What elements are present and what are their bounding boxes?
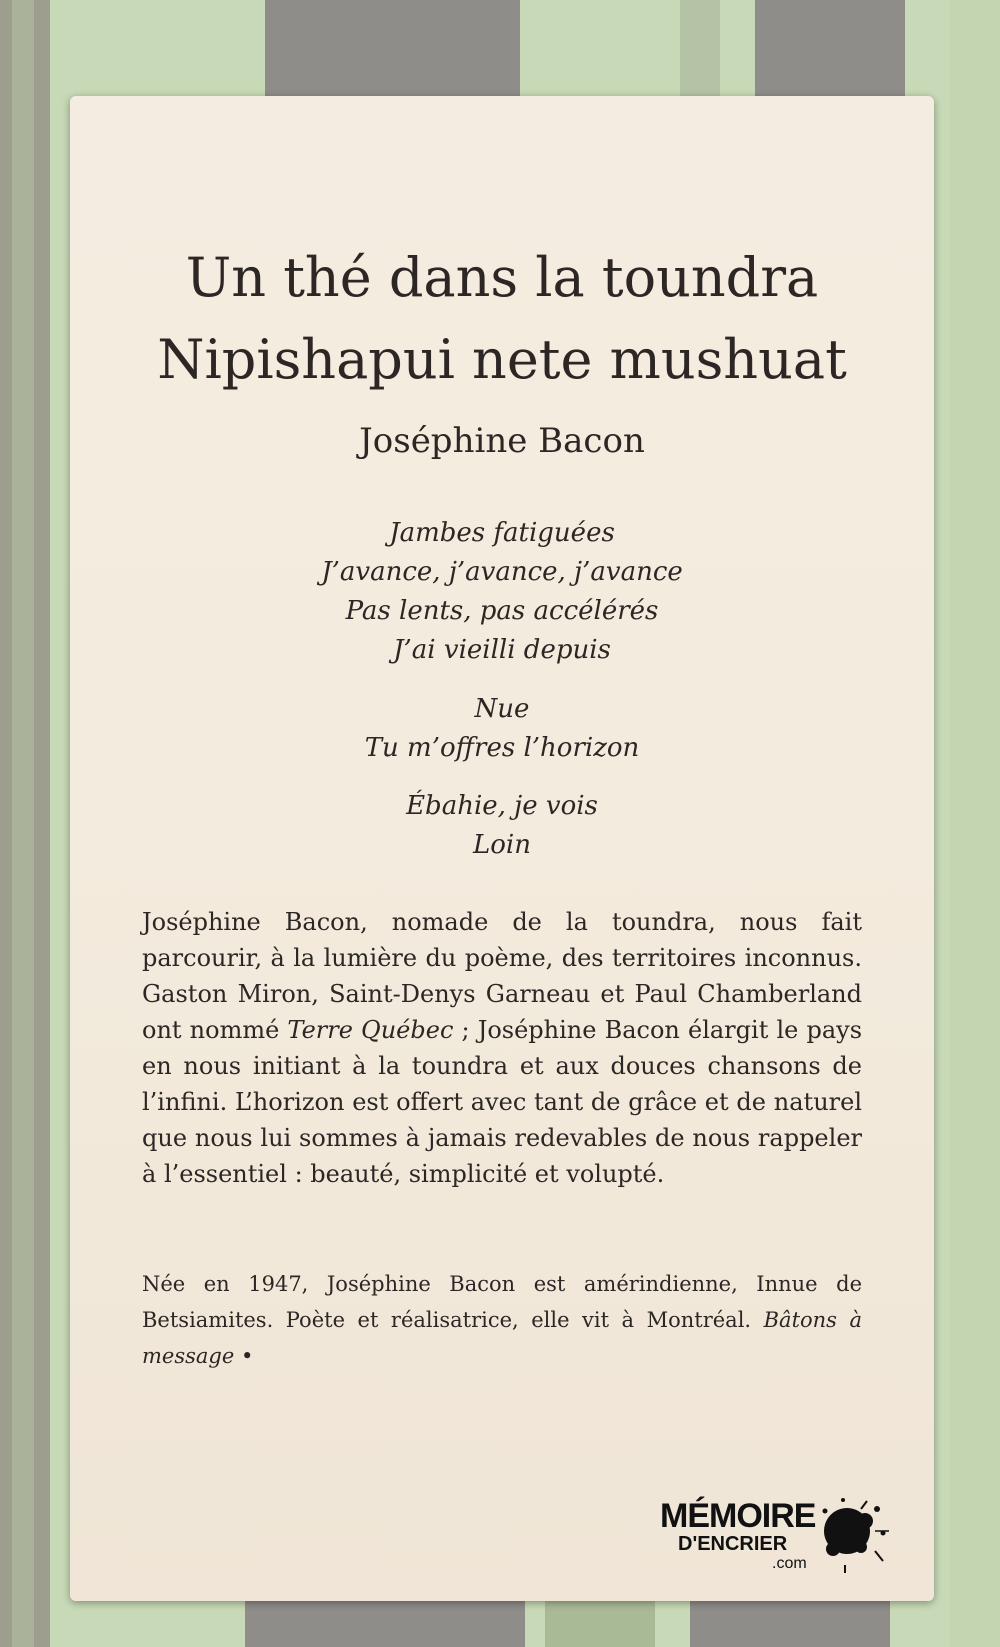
poem-verse: Jambes fatiguées	[389, 518, 615, 548]
book-description	[142, 904, 862, 1192]
author-name: Joséphine Bacon	[359, 421, 645, 461]
publisher-logo-line1: MÉMOIRE	[660, 1497, 816, 1535]
background-stripe	[680, 0, 720, 110]
author-bio	[142, 1266, 862, 1374]
description-text: Joséphine Bacon, nomade de la toundra, nous fait parcourir, à la lumière du poème, des territoires inconnus. Gaston Miron, Saint-Denys Garneau et Paul Chamberland ont nommé	[142, 908, 862, 1044]
poem-verse: Pas lents, pas accélérés	[345, 596, 659, 626]
background-stripe	[950, 0, 1000, 1647]
background-stripe	[690, 1595, 890, 1647]
bio-text: Née en 1947, Joséphine Bacon est amérindienne, Innue de Betsiamites. Poète et réalisatrice, elle vit à Montréal.	[142, 1272, 862, 1332]
poem-verse: J’avance, j’avance, j’avance	[321, 557, 683, 587]
background-stripe	[265, 0, 520, 110]
poem-verse: Tu m’offres l’horizon	[364, 733, 640, 763]
publisher-logo-line3: .com	[772, 1555, 807, 1572]
bio-bullet: •	[234, 1344, 254, 1368]
poem-verse: Ébahie, je vois	[406, 791, 598, 821]
description-text: ; Joséphine Bacon élargit le pays en nous initiant à la toundra et aux douces chansons de l’infini. L’horizon est offert avec tant de grâce et de naturel que nous lui sommes à jamais redevables de nous rappeler à l’essentiel : beauté, simplicité et volupté.	[142, 1016, 863, 1188]
background-stripe	[12, 0, 34, 1647]
publisher-logo	[660, 1491, 900, 1581]
poem-stanza-2	[70, 690, 934, 768]
description-emphasis: Terre Québec	[287, 1016, 454, 1044]
bio-book-title: Bâtons à message	[142, 1308, 863, 1368]
background-stripe	[245, 1595, 525, 1647]
book-title-innu: Nipishapui nete mushuat	[157, 328, 847, 391]
ink-splat-icon	[815, 1491, 895, 1576]
background-stripe	[545, 1595, 655, 1647]
poem-verse: Nue	[474, 694, 530, 724]
book-title-french: Un thé dans la toundra	[185, 246, 819, 309]
publisher-logo-line2: D'ENCRIER	[678, 1533, 788, 1555]
poem-stanza-3	[70, 787, 934, 865]
poem-verse: J’ai vieilli depuis	[393, 635, 611, 665]
background-stripe	[755, 0, 905, 110]
poem-verse: Loin	[473, 830, 531, 860]
poem-stanza-1	[70, 514, 934, 670]
back-cover-card	[70, 96, 934, 1601]
